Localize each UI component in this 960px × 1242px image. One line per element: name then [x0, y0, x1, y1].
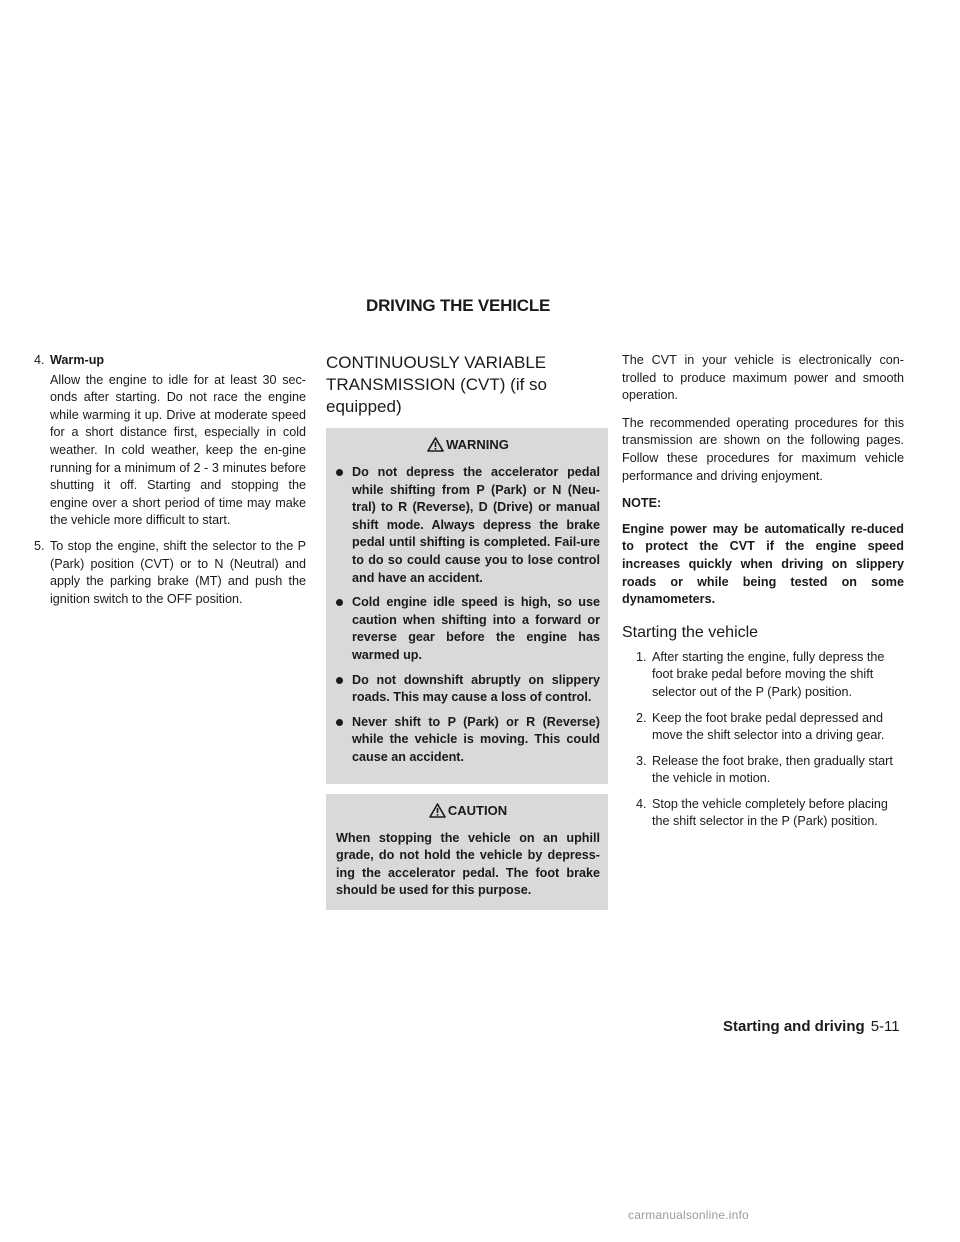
caution-triangle-icon [429, 803, 446, 818]
cvt-intro-paragraph: The CVT in your vehicle is electronically con-trolled to produce maximum power and smooth operation. [622, 353, 904, 403]
right-column [622, 352, 904, 839]
warning-item: Never shift to P (Park) or R (Reverse) while the vehicle is moving. This could cause an accident. [336, 714, 600, 767]
starting-step: 3. Release the foot brake, then gradually start the vehicle in motion. [636, 753, 893, 786]
left-column [34, 352, 306, 616]
middle-column [326, 352, 608, 920]
caution-text: When stopping the vehicle on an uphill grade, do not hold the vehicle by depress-ing the accelerator pedal. The foot brake should be used for this purpose. [336, 830, 600, 898]
bullet-icon [336, 599, 343, 606]
note-label: NOTE: [622, 496, 662, 511]
step-number: 4. [34, 353, 45, 367]
starting-step: 2. Keep the foot brake pedal depressed and move the shift selector into a driving gear. [636, 710, 885, 743]
chapter-name: Starting and driving [723, 1018, 865, 1035]
caution-label: CAUTION [447, 802, 508, 818]
step-warm-up [34, 352, 306, 530]
warning-item: Cold engine idle speed is high, so use caution when shifting into a forward or reverse gear before the engine has warmed up. [336, 594, 600, 664]
step-stop-engine [34, 538, 306, 608]
step-title: Warm-up [50, 353, 105, 367]
step-body: Allow the engine to idle for at least 30 sec-onds after starting. Do not race the engine while warming it up. Drive at moderate speed for a short distance first, especially in cold weather. In cold weather, keep the en-gine running for a minimum of 2 - 3 minutes before shutting it off. Starting and stopping the engine over a short period of time may make the vehicle more difficult to start. [50, 372, 306, 528]
warning-box [326, 428, 608, 784]
caution-header [336, 800, 600, 822]
watermark: carmanualsonline.info [628, 1208, 749, 1222]
warning-header [336, 434, 600, 456]
step-number: 5. [34, 538, 45, 553]
caution-box [326, 794, 608, 910]
warning-item: Do not downshift abruptly on slippery roads. This may cause a loss of control. [336, 672, 600, 707]
warning-list [336, 464, 600, 767]
starting-step: 4. Stop the vehicle completely before placing the shift selector in the P (Park) position. [636, 796, 888, 829]
bullet-icon [336, 469, 343, 476]
step-body: To stop the engine, shift the selector to the P (Park) position (CVT) or to N (Neutral) and apply the parking brake (MT) and push the ignition switch to the OFF position. [50, 538, 306, 606]
page-number: 5-11 [870, 1018, 900, 1035]
page-footer [723, 1018, 900, 1035]
bullet-icon [336, 677, 343, 684]
procedures-paragraph: The recommended operating procedures for this transmission are shown on the following pages. Follow these procedures for maximum vehicle performance and driving enjoyment. [622, 415, 904, 483]
section-title: DRIVING THE VEHICLE [366, 296, 551, 315]
starting-steps-list [622, 649, 904, 831]
starting-step: 1. After starting the engine, fully depress the foot brake pedal before moving the shift selector out of the P (Park) position. [636, 649, 885, 699]
warning-triangle-icon [427, 437, 444, 452]
cvt-heading: CONTINUOUSLY VARIABLE TRANSMISSION (CVT) (if so equipped) [326, 353, 548, 416]
warning-label: WARNING [446, 437, 509, 452]
bullet-icon [336, 719, 343, 726]
note-text: Engine power may be automatically re-duced to protect the CVT if the engine speed increases quickly when driving on slippery roads or while being tested on some dynamometers. [622, 521, 904, 607]
warning-item: Do not depress the accelerator pedal while shifting from P (Park) or N (Neu-tral) to R (Reverse), D (Drive) or manual shift mode. Always depress the brake pedal until shifting is completed. Fail-ure to do so could cause you to lose control and have an accident. [336, 464, 600, 587]
starting-vehicle-heading: Starting the vehicle [622, 623, 759, 641]
